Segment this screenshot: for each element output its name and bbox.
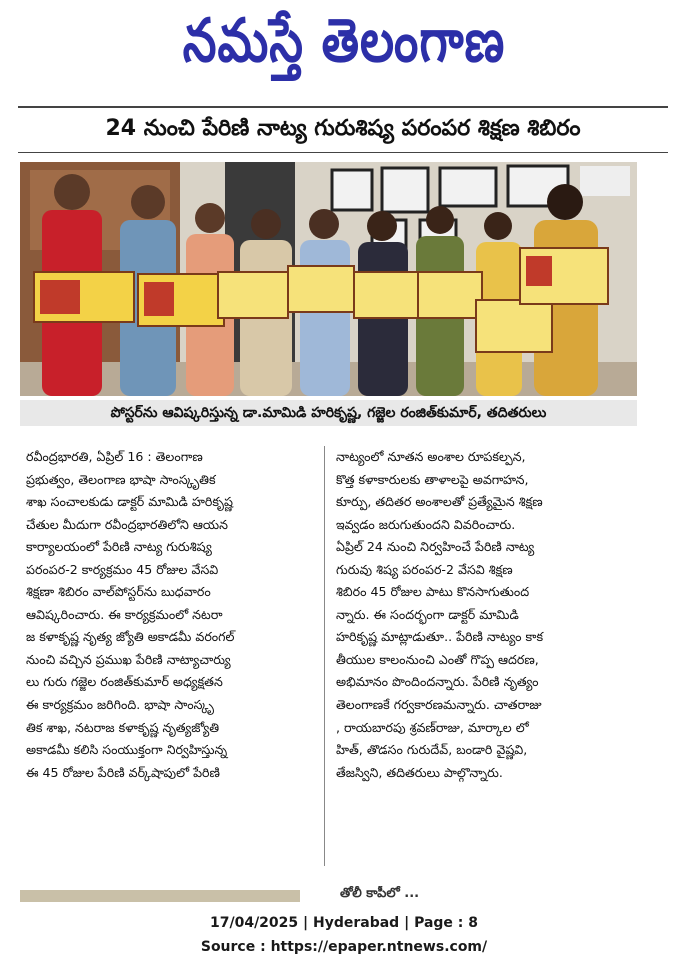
body-line: నుంచి వచ్చిన ప్రముఖ పేరిణి నాట్యాచార్యు xyxy=(26,651,231,667)
article-photo xyxy=(20,162,637,396)
body-line: శాఖ సంచాలకుడు డాక్టర్ మామిడి హరికృష్ణ xyxy=(26,494,233,510)
footer-date-edition: 17/04/2025 | Hyderabad | Page : 8 xyxy=(209,915,479,931)
body-line: ఆవిష్కరించారు. ఈ కార్యక్రమంలో నటరా xyxy=(26,606,223,622)
article-column-2 xyxy=(336,446,638,784)
masthead-divider xyxy=(18,106,668,108)
body-line: తెలంగాణకే గర్వకారణమన్నారు. చాతరాజు xyxy=(336,697,542,713)
body-line: అకాడమీ కలిసి సంయుక్తంగా నిర్వహిస్తున్న xyxy=(26,742,228,758)
body-line: ఏప్రిల్ 24 నుంచి నిర్వహించే పేరిణి నాట్య xyxy=(336,539,535,555)
body-line: తిక శాఖ, నటరాజ కళాకృష్ణ నృత్యజ్యోతి xyxy=(26,719,220,735)
article-column-1 xyxy=(26,446,328,784)
body-line: కార్యాలయంలో పేరిణి నాట్య గురుశిష్య xyxy=(26,539,212,555)
body-line: హిత్, తొడసం గురుదేవ్, బండారి వైష్ణవి, xyxy=(336,742,528,758)
body-line: హరికృష్ణ మాట్లాడుతూ.. పేరిణి నాట్యం కాక xyxy=(336,629,544,645)
newspaper-masthead xyxy=(0,0,688,98)
body-line: , రాయబారపు శ్రవణ్‌రాజు, మార్కాల లో xyxy=(336,719,529,735)
body-line: ఈ కార్యక్రమం జరిగింది. భాషా సాంస్కృ xyxy=(26,697,214,713)
body-line: ఈ 45 రోజుల పేరిణి వర్క్‌షాపులో పేరిణి xyxy=(26,764,220,780)
body-line: న్నారు. ఈ సందర్భంగా డాక్టర్ మామిడి xyxy=(336,606,519,622)
body-line: లు గురు గజ్జెల రంజిత్‌కుమార్ అధ్యక్షతన xyxy=(26,674,223,690)
photo-caption: పోస్టర్‌ను ఆవిష్కరిస్తున్న డా.మామిడి హరికృష్ణ, గజ్జెల రంజిత్‌కుమార్, తదితరులు xyxy=(20,400,637,426)
body-line: తీయుల కాలంనుంచి ఎంతో గొప్ప ఆదరణ, xyxy=(336,651,539,667)
body-line: గురువు శిష్య పరంపర-2 వేసవి శిక్షణ xyxy=(336,561,513,577)
body-line: శిబిరం 45 రోజుల పాటు కొనసాగుతుంద xyxy=(336,584,530,600)
headline-divider xyxy=(18,152,668,153)
article-headline: 24 నుంచి పేరిణి నాట్య గురుశిష్య పరంపర శిక్షణ శిబిరం xyxy=(105,116,581,141)
body-line: చేతుల మీదుగా రవీంద్రభారతిలోని ఆయన xyxy=(26,516,228,532)
body-line: ఇవ్వడం జరుగుతుందని వివరించారు. xyxy=(336,516,516,532)
body-line: శిక్షణా శిబిరం వాల్‌పోస్టర్‌ను బుధవారం xyxy=(26,584,211,600)
footer-source-link[interactable]: Source : https://epaper.ntnews.com/ xyxy=(200,939,488,955)
body-line: జ కళాకృష్ణ నృత్య జ్యోతి అకాడమీ వరంగల్ xyxy=(26,629,235,645)
body-line: కూర్పు, తదితర అంశాలతో ప్రత్యేమైన శిక్షణ xyxy=(336,494,543,510)
body-line: తేజస్విని, తదితరులు పాల్గొన్నారు. xyxy=(336,764,503,780)
masthead-title: నమస్తే తెలంగాణ xyxy=(182,6,506,76)
body-line: అభిమానం పొందిందన్నారు. పేరిణి నృత్యం xyxy=(336,674,539,690)
column-divider xyxy=(324,446,325,866)
body-line: కొత్త కళాకారులకు తాళాలపై అవగాహన, xyxy=(336,471,529,487)
body-line: పరంపర-2 కార్యక్రమం 45 రోజుల వేసవి xyxy=(26,561,219,577)
next-article-photo xyxy=(20,890,300,902)
body-line: ప్రభుత్వం, తెలంగాణ భాషా సాంస్కృతిక xyxy=(26,471,216,487)
body-line: రవీంద్రభారతి, ఏప్రిల్ 16 : తెలంగాణ xyxy=(26,449,203,464)
next-article-headline: తోలీ కాపీలో ... xyxy=(340,886,420,901)
next-article-strip xyxy=(20,886,660,902)
body-line: నాట్యంలో నూతన అంశాల రూపకల్పన, xyxy=(336,449,526,464)
